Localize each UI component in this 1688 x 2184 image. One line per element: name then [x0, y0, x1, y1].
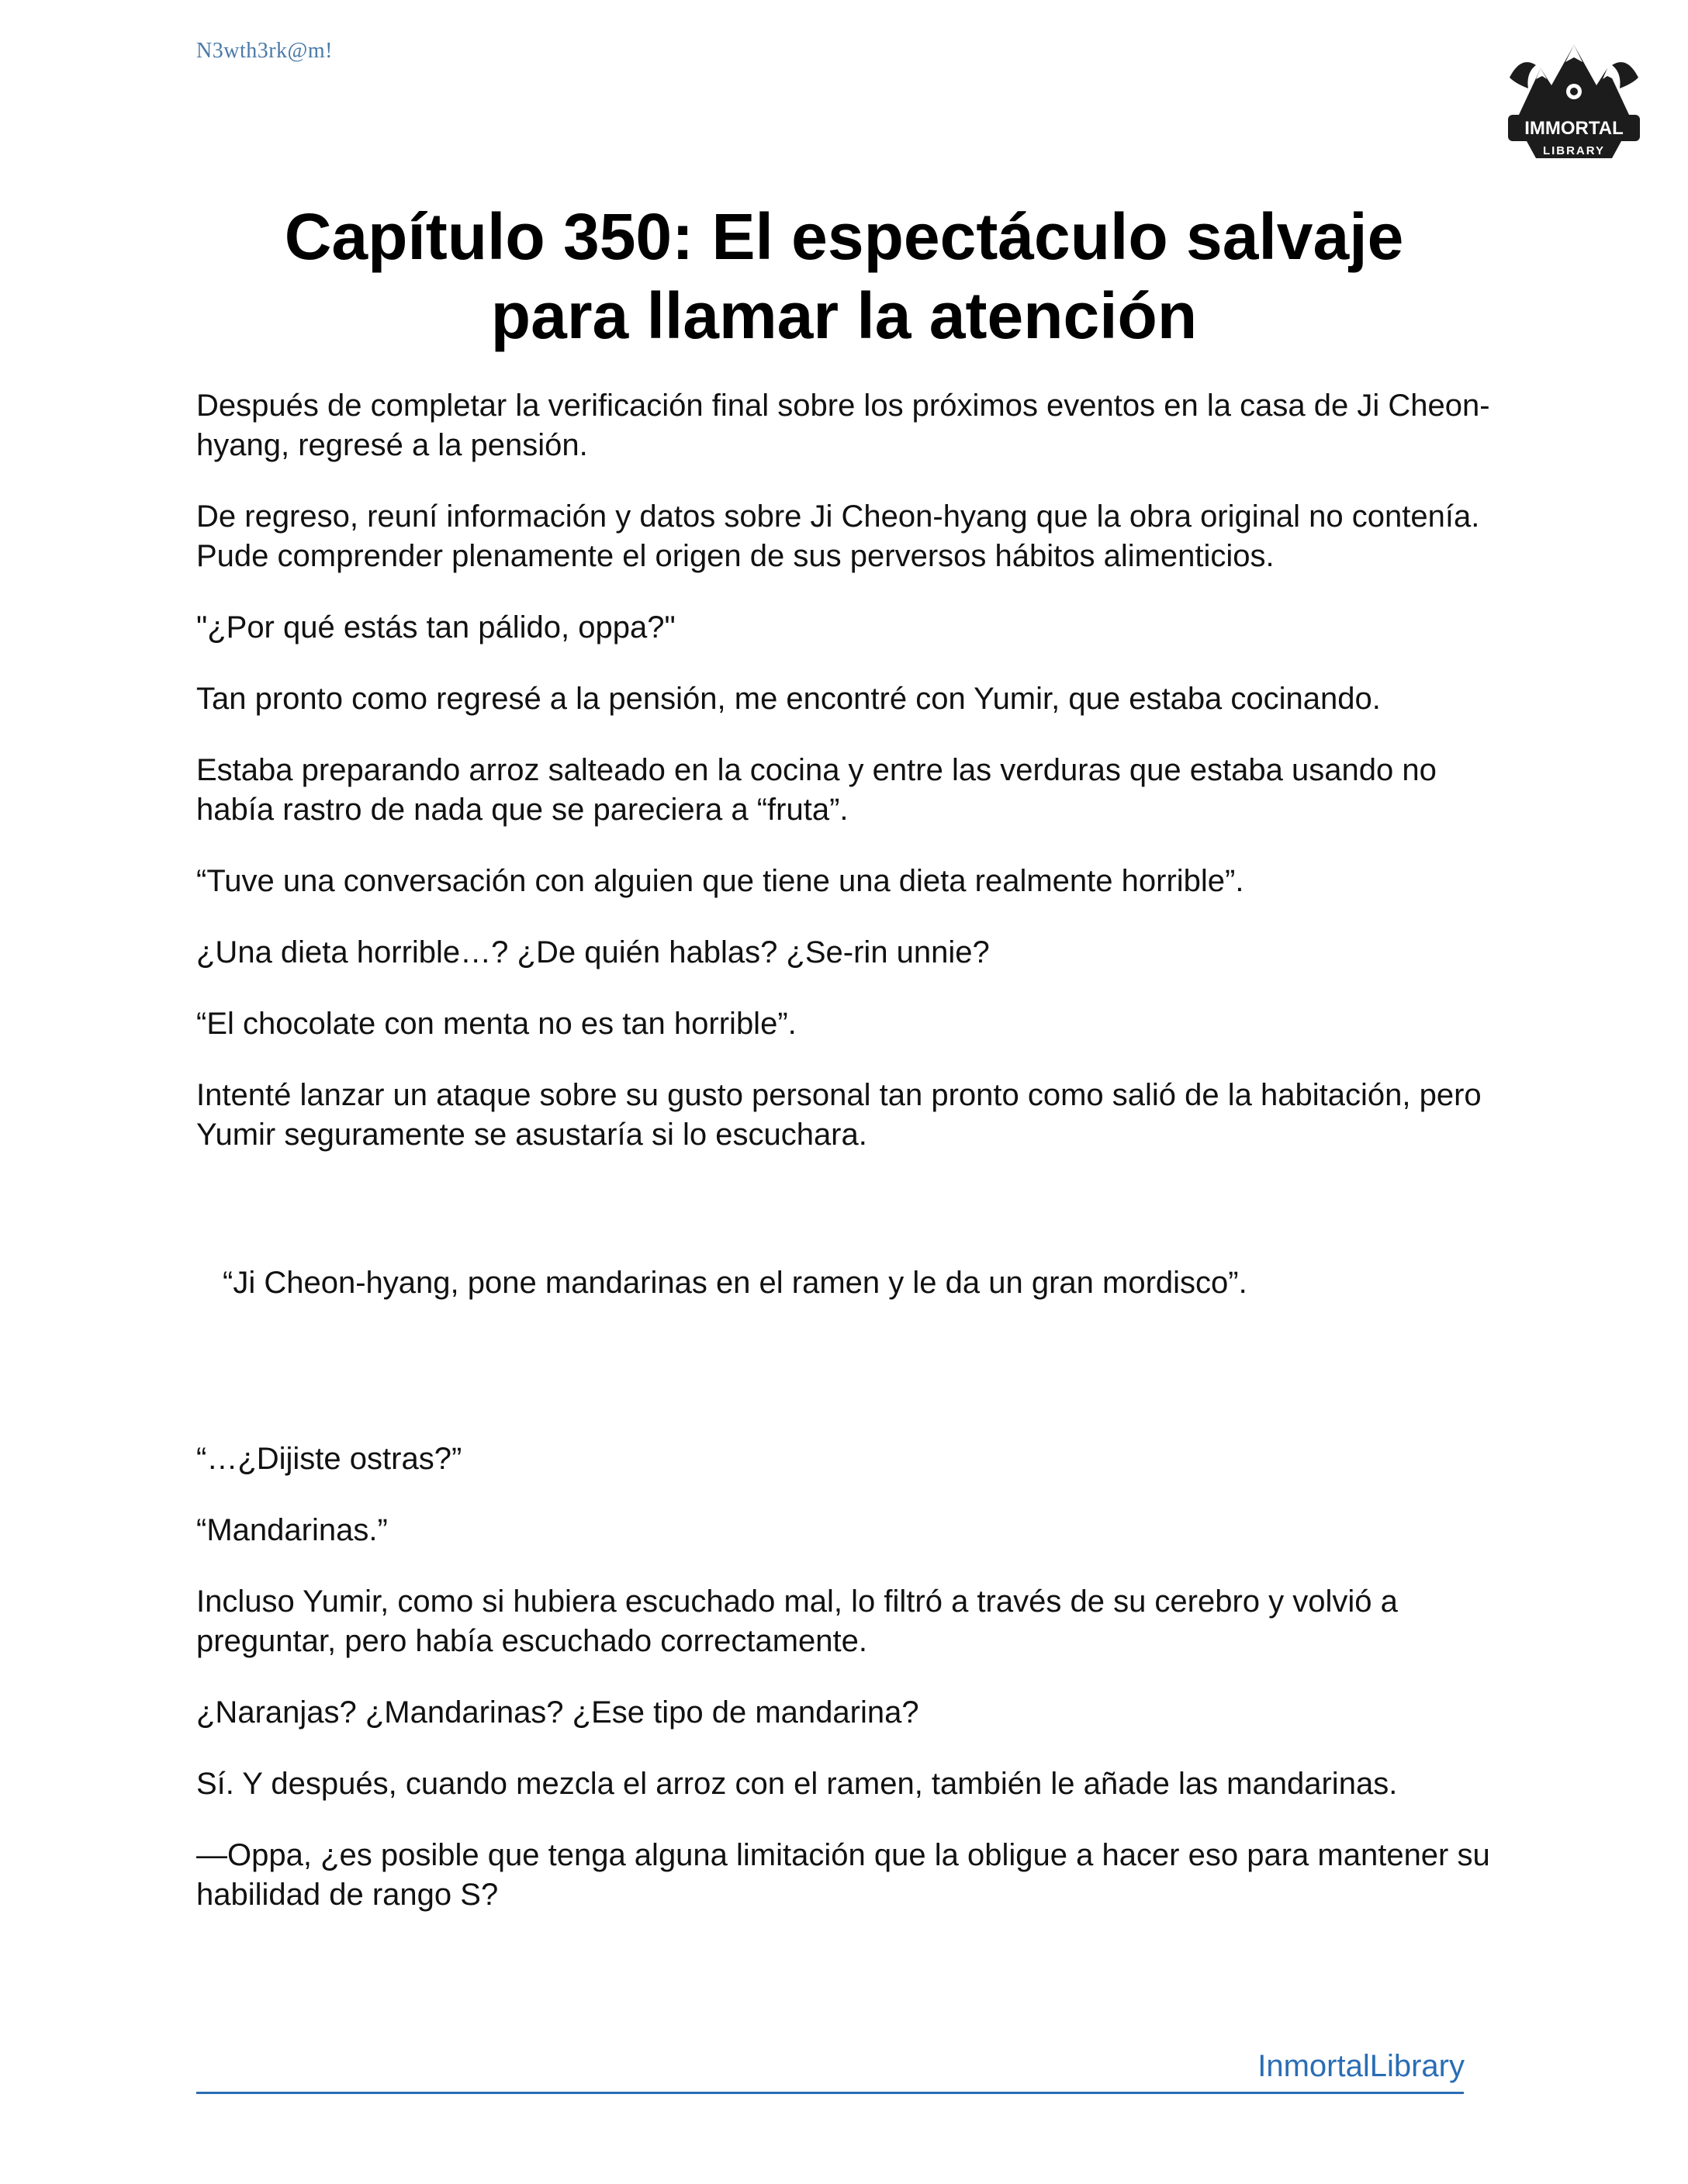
paragraph: “Tuve una conversación con alguien que tiene una dieta realmente horrible”.	[196, 864, 1244, 898]
paragraph: Intenté lanzar un ataque sobre su gusto personal tan pronto como salió de la habitación, pero Yumir seguramente se asustaría si lo escuchara.	[196, 1078, 1482, 1152]
chapter-body	[196, 386, 1507, 1947]
paragraph-indented: “Ji Cheon-hyang, pone mandarinas en el ramen y le da un gran mordisco”.	[223, 1266, 1247, 1300]
watermark-text: N3wth3rk@m!	[196, 39, 333, 63]
logo-line1: IMMORTAL	[1524, 118, 1624, 139]
paragraph: Después de completar la verificación final sobre los próximos eventos en la casa de Ji Cheon-hyang, regresé a la pensión.	[196, 389, 1490, 462]
chapter-title-line1: Capítulo 350: El espectáculo salvaje	[284, 200, 1404, 273]
paragraph: “El chocolate con menta no es tan horrible”.	[196, 1007, 797, 1041]
paragraph: "¿Por qué estás tan pálido, oppa?"	[196, 610, 676, 644]
logo-line2: LIBRARY	[1542, 144, 1606, 157]
paragraph: Incluso Yumir, como si hubiera escuchado mal, lo filtró a través de su cerebro y volvió a preguntar, pero había escuchado correctamente.	[196, 1584, 1398, 1658]
paragraph: Tan pronto como regresé a la pensión, me encontré con Yumir, que estaba cocinando.	[196, 682, 1381, 716]
paragraph: ¿Naranjas? ¿Mandarinas? ¿Ese tipo de mandarina?	[196, 1695, 919, 1730]
immortal-library-logo	[1503, 31, 1645, 163]
paragraph: ¿Una dieta horrible…? ¿De quién hablas? ¿Se-rin unnie?	[196, 935, 990, 969]
paragraph: —Oppa, ¿es posible que tenga alguna limitación que la obligue a hacer eso para mantener su habilidad de rango S?	[196, 1838, 1490, 1912]
footer-link-inmortal-library[interactable]: InmortalLibrary	[1257, 2049, 1465, 2083]
paragraph: De regreso, reuní información y datos sobre Ji Cheon-hyang que la obra original no contenía. Pude comprender plenamente el origen de sus perversos hábitos alimenticios.	[196, 499, 1480, 573]
paragraph: Estaba preparando arroz salteado en la cocina y entre las verduras que estaba usando no había rastro de nada que se pareciera a “fruta”.	[196, 753, 1437, 827]
paragraph: “…¿Dijiste ostras?”	[196, 1442, 462, 1476]
paragraph: Sí. Y después, cuando mezcla el arroz con el ramen, también le añade las mandarinas.	[196, 1767, 1398, 1801]
footer-divider	[196, 2092, 1464, 2094]
paragraph: “Mandarinas.”	[196, 1513, 388, 1547]
chapter-title	[140, 197, 1548, 355]
chapter-title-line2: para llamar la atención	[490, 279, 1198, 352]
